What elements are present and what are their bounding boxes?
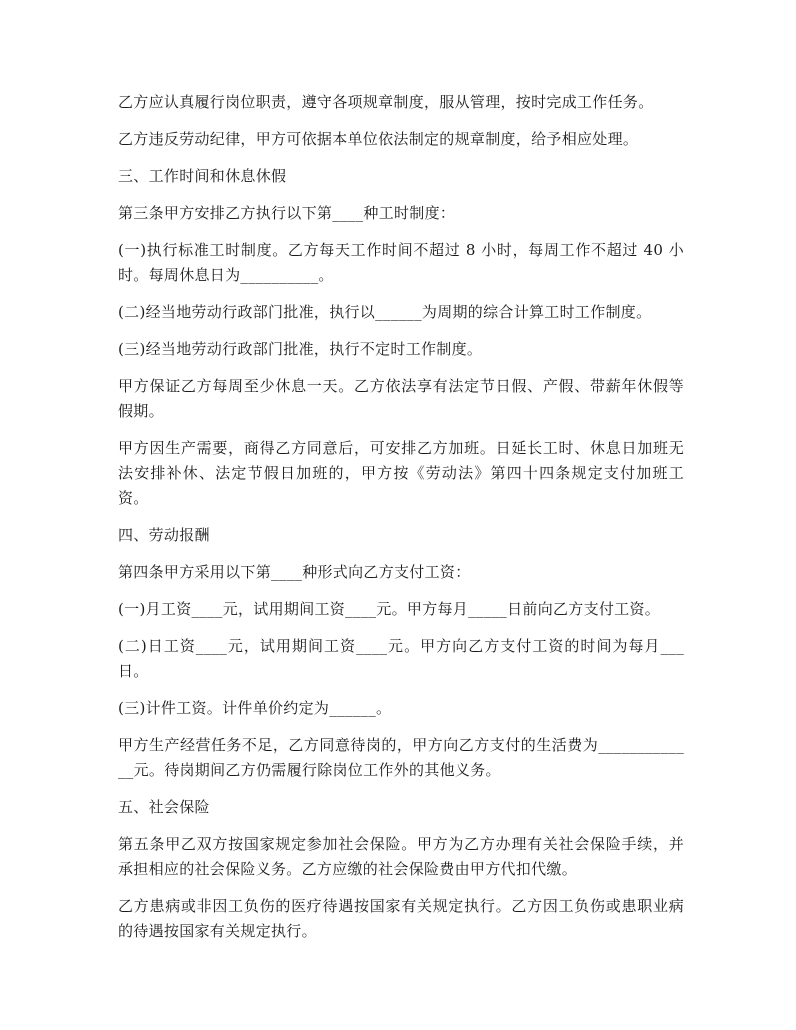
paragraph-job-duties: 乙方应认真履行岗位职责，遵守各项规章制度，服从管理，按时完成工作任务。 xyxy=(118,93,654,111)
paragraph-flexible-hours: (三)经当地劳动行政部门批准，执行不定时工作制度。 xyxy=(118,340,483,358)
paragraph-standard-hours: (一)执行标准工时制度。乙方每天工作时间不超过 8 小时，每周工作不超过 40 小时。每周休息日为__________。 xyxy=(118,241,684,284)
paragraph-medical-treatment: 乙方患病或非因工负伤的医疗待遇按国家有关规定执行。乙方因工负伤或患职业病的待遇按国家有关规定执行。 xyxy=(118,897,684,940)
section-heading-work-hours: 三、工作时间和休息休假 xyxy=(118,167,287,185)
section-heading-remuneration: 四、劳动报酬 xyxy=(118,526,210,544)
paragraph-monthly-wage: (一)月工资____元，试用期间工资____元。甲方每月_____日前向乙方支付工资。 xyxy=(118,600,661,618)
paragraph-article-3: 第三条甲方安排乙方执行以下第____种工时制度： xyxy=(118,204,456,222)
paragraph-overtime: 甲方因生产需要，商得乙方同意后，可安排乙方加班。日延长工时、休息日加班无法安排补休、法定节假日加班的，甲方按《劳动法》第四十四条规定支付加班工资。 xyxy=(118,439,684,507)
paragraph-comprehensive-hours: (二)经当地劳动行政部门批准，执行以______为周期的综合计算工时工作制度。 xyxy=(118,303,652,321)
paragraph-rest-days: 甲方保证乙方每周至少休息一天。乙方依法享有法定节日假、产假、带薪年休假等假期。 xyxy=(118,377,684,420)
paragraph-daily-wage: (二)日工资____元，试用期间工资____元。甲方向乙方支付工资的时间为每月___日。 xyxy=(118,637,684,680)
paragraph-article-4: 第四条甲方采用以下第____种形式向乙方支付工资： xyxy=(118,563,471,581)
paragraph-article-5: 第五条甲乙双方按国家规定参加社会保险。甲方为乙方办理有关社会保险手续，并承担相应的社会保险义务。乙方应缴的社会保险费由甲方代扣代缴。 xyxy=(118,835,684,878)
paragraph-discipline: 乙方违反劳动纪律，甲方可依据本单位依法制定的规章制度，给予相应处理。 xyxy=(118,130,639,148)
paragraph-standby-allowance: 甲方生产经营任务不足，乙方同意待岗的，甲方向乙方支付的生活费为_____________元。待岗期间乙方仍需履行除岗位工作外的其他义务。 xyxy=(118,736,684,779)
paragraph-piece-wage: (三)计件工资。计件单价约定为______。 xyxy=(118,699,392,717)
section-heading-social-insurance: 五、社会保险 xyxy=(118,798,210,816)
